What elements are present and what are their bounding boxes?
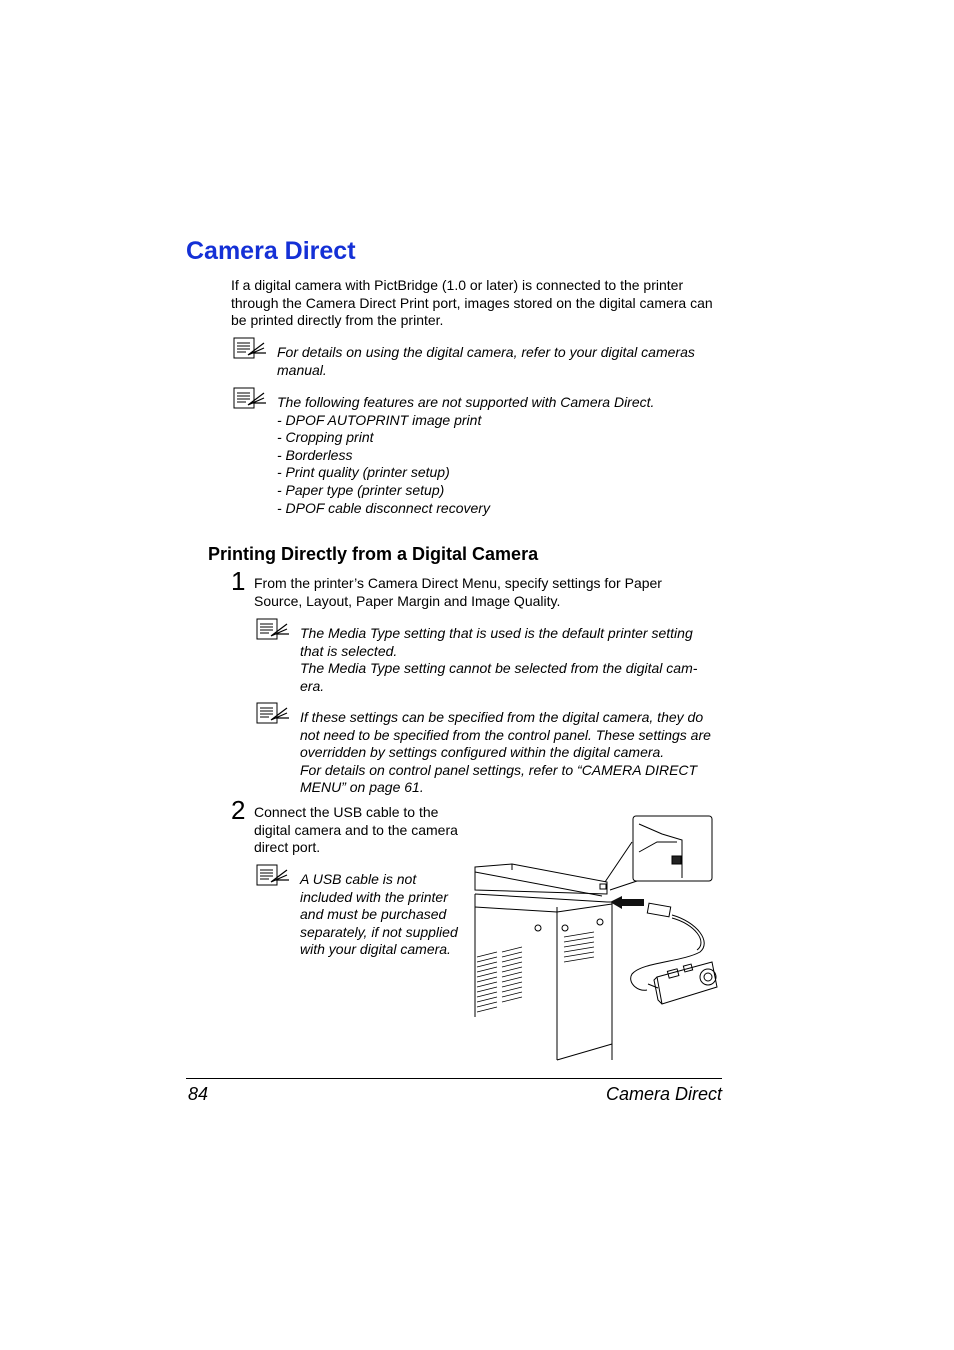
intro-line: If a digital camera with PictBridge (1.0 or later) is connected to the printer	[231, 277, 684, 293]
note-line: The Media Type setting that is used is the default printer setting	[300, 625, 693, 641]
note-icon	[233, 387, 267, 409]
feature-item: - Paper type (printer setup)	[277, 481, 445, 498]
note-line: included with the printer	[300, 888, 448, 905]
footer-page-number: 84	[188, 1084, 209, 1104]
note-line: The Media Type setting cannot be selected from the digital cam-	[300, 660, 698, 677]
note-usb-cable	[300, 871, 458, 959]
footer-section-title: Camera Direct	[605, 1084, 722, 1104]
step-number: 1	[231, 566, 246, 596]
note-line: A USB cable is not	[300, 871, 417, 887]
note-line: For details on control panel settings, refer to “CAMERA DIRECT	[300, 761, 698, 778]
step-line: Connect the USB cable to the	[254, 804, 439, 820]
note-line: not need to be specified from the control panel. These settings are	[300, 726, 711, 743]
section-heading: Printing Directly from a Digital Camera	[208, 544, 539, 564]
note-line: manual.	[277, 361, 327, 378]
note-media-type	[300, 625, 697, 695]
step-line: direct port.	[254, 839, 321, 856]
note-line: with your digital camera.	[300, 941, 451, 958]
note-line: overridden by settings configured within the digital camera.	[300, 744, 665, 761]
note-line: and must be purchased	[300, 906, 447, 923]
intro-line: through the Camera Direct Print port, images stored on the digital camera can	[231, 294, 713, 311]
step-line: From the printer’s Camera Direct Menu, specify settings for Paper	[254, 575, 662, 591]
page-title: Camera Direct	[186, 237, 356, 265]
intro-paragraph	[231, 277, 713, 330]
note-icon	[256, 702, 290, 724]
note-line: If these settings can be specified from the digital camera, they do	[300, 709, 704, 725]
footer-rule	[186, 1078, 722, 1079]
note-line: The following features are not supported with Camera Direct.	[277, 394, 655, 410]
note-line: MENU” on page 61.	[300, 779, 424, 796]
note-settings-override	[300, 709, 711, 797]
feature-item: - DPOF AUTOPRINT image print	[277, 411, 482, 428]
feature-item: - DPOF cable disconnect recovery	[277, 499, 490, 516]
step-number: 2	[231, 795, 246, 825]
note-icon	[256, 618, 290, 640]
step1-text	[254, 575, 662, 610]
step2-text	[254, 804, 458, 857]
step-line: digital camera and to the camera	[254, 821, 458, 838]
step-line: Source, Layout, Paper Margin and Image Quality.	[254, 592, 561, 609]
note-details-camera-manual	[277, 344, 695, 379]
note-unsupported-features	[277, 394, 654, 517]
feature-item: - Print quality (printer setup)	[277, 464, 450, 481]
note-icon	[233, 337, 267, 359]
note-line: that is selected.	[300, 642, 398, 659]
feature-item: - Cropping print	[277, 429, 374, 446]
note-line: separately, if not supplied	[300, 923, 458, 940]
intro-line: be printed directly from the printer.	[231, 312, 444, 329]
printer-camera-usb-illustration	[472, 812, 720, 1064]
feature-item: - Borderless	[277, 446, 353, 463]
note-icon	[256, 864, 290, 886]
note-line: era.	[300, 677, 325, 694]
note-line: For details on using the digital camera, refer to your digital cameras	[277, 344, 695, 360]
